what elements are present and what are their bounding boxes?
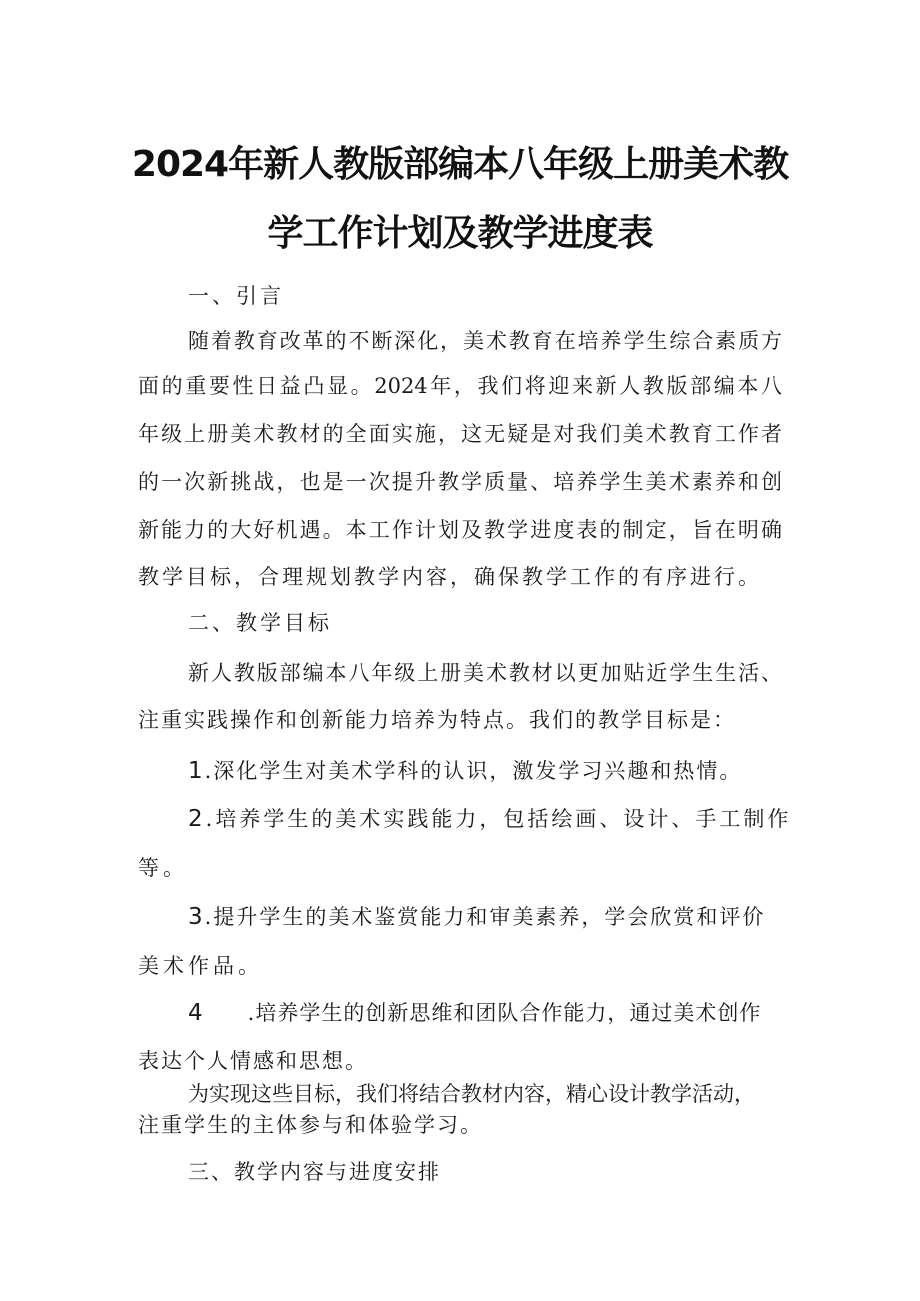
document-title-line-1: 2024年新人教版部编本八年级上册美术教 (131, 144, 789, 185)
paragraph-line: 注重学生的主体参与和体验学习。 (138, 1113, 483, 1137)
paragraph-line: 面的重要性日益凸显。2024年，我们将迎来新人教版部编本八 (138, 374, 782, 398)
section-heading-introduction: 一、引言 (188, 284, 284, 308)
paragraph-line: 随着教育改革的不断深化，美术教育在培养学生综合素质方 (188, 329, 782, 353)
paragraph-line: 的一次新挑战，也是一次提升教学质量、培养学生美术素养和创 (138, 470, 782, 494)
paragraph-line: 年级上册美术教材的全面实施，这无疑是对我们美术教育工作者 (138, 422, 782, 446)
goal-item (188, 804, 791, 834)
goal-text-continuation: 美术作品。 (138, 954, 263, 978)
section-heading-teaching-goals: 二、教学目标 (188, 611, 332, 635)
goal-text: .提升学生的美术鉴赏能力和审美素养，学会欣赏和评价 (204, 905, 766, 929)
goal-item (188, 998, 761, 1028)
goal-item (188, 756, 742, 786)
paragraph-line: 注重实践操作和创新能力培养为特点。我们的教学目标是： (138, 708, 736, 732)
goal-number: 3 (188, 904, 205, 930)
goal-text-continuation: 表达个人情感和思想。 (138, 1049, 368, 1073)
goal-number: 4 (188, 1000, 204, 1026)
goal-text: .培养学生的美术实践能力，包括绘画、设计、手工制作 (205, 807, 792, 831)
goal-number: 2 (188, 806, 206, 832)
section-heading-content-schedule: 三、教学内容与进度安排 (188, 1160, 441, 1184)
goal-item (188, 902, 765, 932)
goal-text-continuation: 等。 (138, 856, 188, 880)
document-title-line-2: 学工作计划及教学进度表 (267, 213, 653, 254)
paragraph-line: 新能力的大好机遇。本工作计划及教学进度表的制定，旨在明确 (138, 518, 782, 542)
paragraph-line: 新人教版部编本八年级上册美术教材以更加贴近学生生活、 (188, 661, 782, 685)
paragraph-line: 为实现这些目标，我们将结合教材内容，精心设计教学活动， (188, 1082, 755, 1106)
paragraph-line: 教学目标，合理规划教学内容，确保教学工作的有序进行。 (138, 565, 762, 589)
goal-text: .深化学生对美术学科的认识，激发学习兴趣和热情。 (204, 759, 743, 783)
goal-number: 1 (188, 758, 205, 784)
goal-text: .培养学生的创新思维和团队合作能力，通过美术创作 (247, 1001, 762, 1025)
